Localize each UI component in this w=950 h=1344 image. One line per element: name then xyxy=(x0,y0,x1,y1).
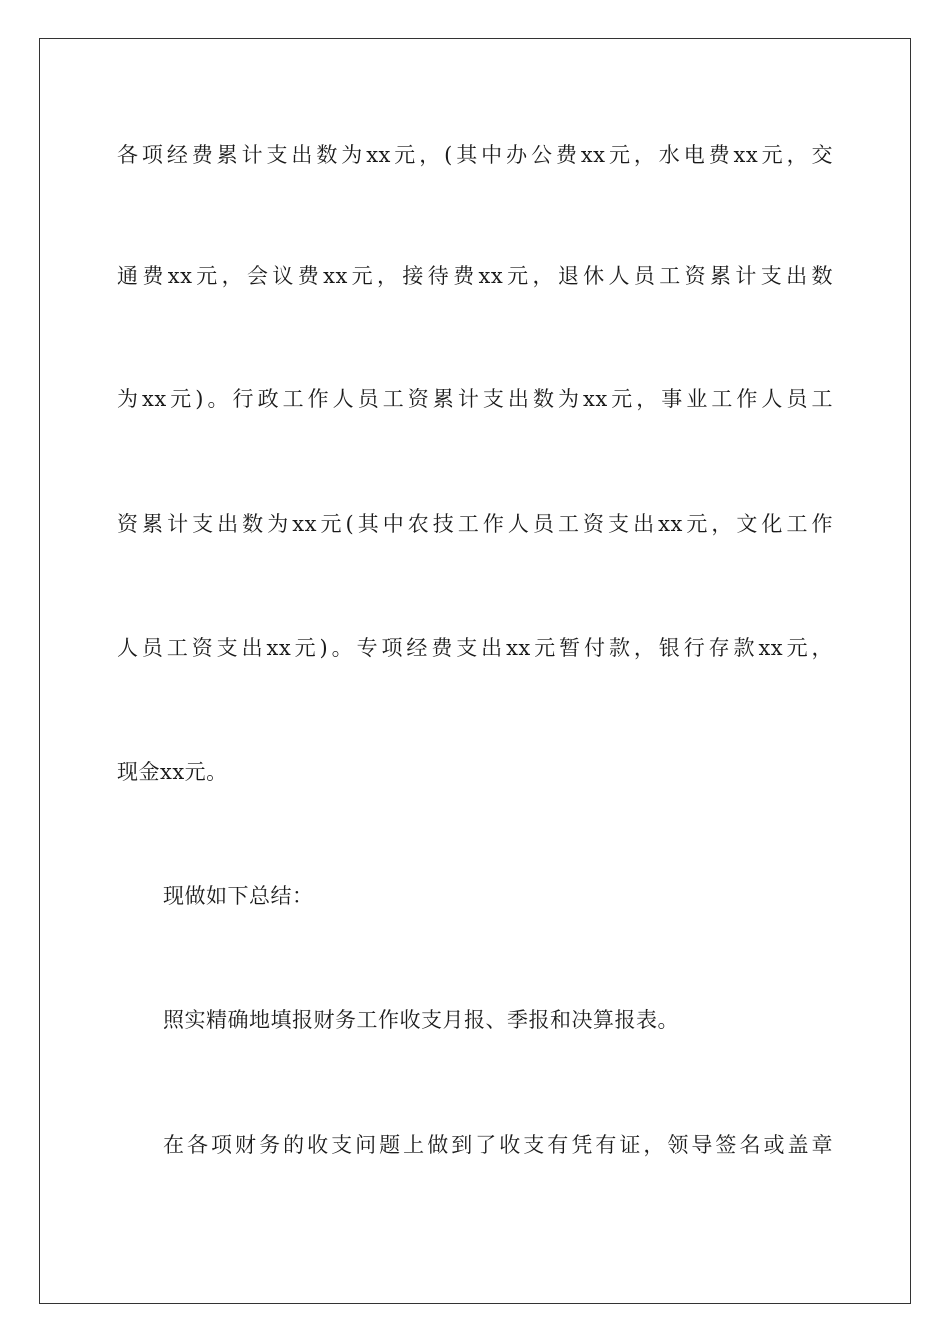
paragraph-line-6: 现金xx元。 xyxy=(117,760,228,784)
paragraph-line-2: 通费xx元，会议费xx元，接待费xx元，退休人员工资累计支出数 xyxy=(117,264,833,288)
paragraph-line-4: 资累计支出数为xx元(其中农技工作人员工资支出xx元，文化工作 xyxy=(117,512,833,536)
paragraph-line-5: 人员工资支出xx元)。专项经费支出xx元暂付款，银行存款xx元， xyxy=(117,636,833,660)
paragraph-line-3: 为xx元)。行政工作人员工资累计支出数为xx元，事业工作人员工 xyxy=(117,387,833,411)
paragraph-receipts: 在各项财务的收支问题上做到了收支有凭有证，领导签名或盖章 xyxy=(163,1133,833,1157)
summary-heading: 现做如下总结： xyxy=(163,884,314,908)
paragraph-reporting: 照实精确地填报财务工作收支月报、季报和决算报表。 xyxy=(163,1008,679,1032)
page-frame xyxy=(39,38,911,1304)
paragraph-line-1: 各项经费累计支出数为xx元，(其中办公费xx元，水电费xx元，交 xyxy=(117,143,833,167)
